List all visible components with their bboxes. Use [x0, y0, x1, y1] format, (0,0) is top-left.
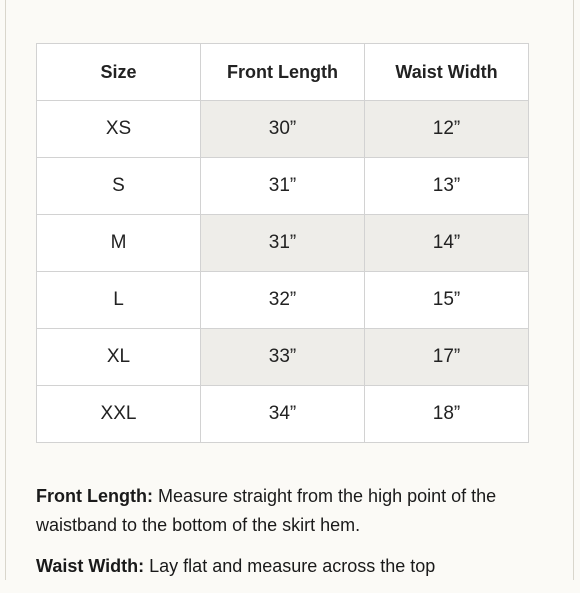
cell-waist-width: 12”: [365, 101, 529, 158]
table-row: [37, 329, 529, 386]
cell-waist-width: 13”: [365, 158, 529, 215]
left-page-border: [5, 0, 6, 580]
header-waist-width: Waist Width: [365, 44, 529, 101]
header-size: Size: [37, 44, 201, 101]
table-row: [37, 215, 529, 272]
cell-front-length: 30”: [201, 101, 365, 158]
front-length-description: Measure straight from the high point of the waistband to the bottom of the skirt hem.: [36, 486, 497, 535]
waist-width-term: Waist Width:: [36, 556, 145, 576]
cell-size: L: [37, 272, 201, 329]
cell-size: XXL: [37, 386, 201, 443]
table-header-row: [37, 44, 529, 101]
cell-front-length: 33”: [201, 329, 365, 386]
size-chart-table: [36, 43, 529, 443]
cell-front-length: 34”: [201, 386, 365, 443]
cell-size: XS: [37, 101, 201, 158]
cell-size: S: [37, 158, 201, 215]
front-length-note: [36, 482, 546, 540]
cell-waist-width: 18”: [365, 386, 529, 443]
table-row: [37, 272, 529, 329]
front-length-term: Front Length:: [36, 486, 153, 506]
cell-size: M: [37, 215, 201, 272]
cell-front-length: 31”: [201, 215, 365, 272]
waist-width-note: [36, 552, 546, 581]
header-front-length: Front Length: [201, 44, 365, 101]
cell-waist-width: 14”: [365, 215, 529, 272]
cell-size: XL: [37, 329, 201, 386]
cell-waist-width: 15”: [365, 272, 529, 329]
right-page-border: [573, 0, 574, 580]
cell-front-length: 31”: [201, 158, 365, 215]
measurement-notes: [36, 482, 546, 593]
table-row: [37, 158, 529, 215]
cell-waist-width: 17”: [365, 329, 529, 386]
table-row: [37, 101, 529, 158]
waist-width-description: Lay flat and measure across the top: [144, 556, 436, 576]
table-row: [37, 386, 529, 443]
cell-front-length: 32”: [201, 272, 365, 329]
